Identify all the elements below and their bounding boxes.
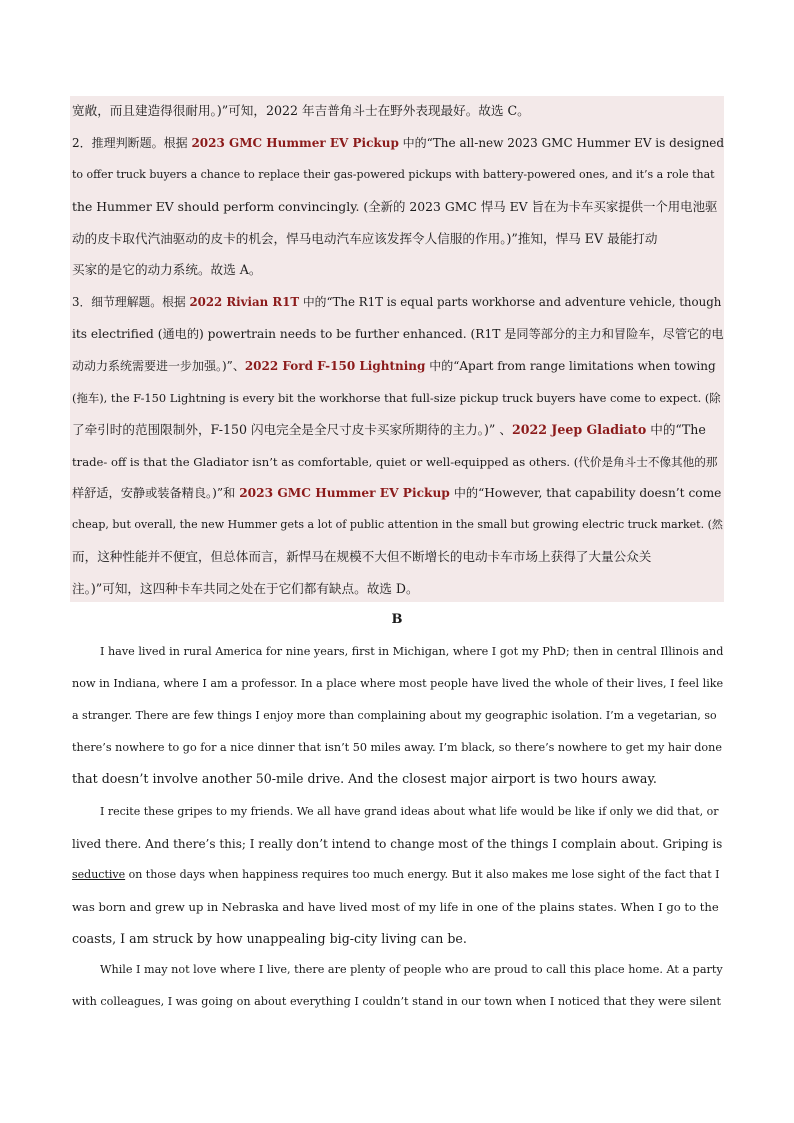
- highlighted-title: 2023 GMC Hummer EV Pickup: [239, 486, 450, 500]
- answer-line-9: [72, 358, 716, 374]
- passage-line-1: [100, 644, 723, 660]
- text-run: 2．推理判断题。根据: [72, 136, 192, 150]
- answer-line-4: [72, 199, 717, 215]
- highlighted-title: 2022 Ford F-150 Lightning: [244, 359, 426, 373]
- text-run: 了牵引时的范围限制外，F-150 闪电完全是全尺寸皮卡买家所期待的主力。)” 、: [72, 422, 512, 437]
- passage-line-12: [72, 994, 721, 1010]
- text-run: with colleagues, I was going on about everything I couldn’t stand in our town when I noticed that they were silent: [72, 995, 722, 1008]
- text-run: 宽敞，而且建造得很耐用。)”可知，2022 年吉普角斗士在野外表现最好。故选 C。: [72, 103, 530, 118]
- text-run: 中的“Apart from range limitations when towing: [425, 359, 716, 373]
- text-run: I have lived in rural America for nine years, first in Michigan, where I got my PhD; then in central Illinois and: [100, 645, 724, 658]
- text-run: 3．细节理解题。根据: [72, 295, 190, 309]
- answer-line-2: [72, 135, 724, 151]
- text-run: there’s nowhere to go for a nice dinner that isn’t 50 miles away. I’m black, so there’s nowhere to get my hair done: [72, 741, 722, 754]
- text-run: a stranger. There are few things I enjoy more than complaining about my geographic isolation. I’m a vegetarian, so: [72, 709, 717, 722]
- text-run: 而，这种性能并不便宜，但总体而言，新悍马在规模不大但不断增长的电动卡车市场上获得了大量公众关: [72, 549, 652, 564]
- text-run: I recite these gripes to my friends. We all have grand ideas about what life would be like if only we did that, or: [100, 805, 719, 818]
- text-run: now in Indiana, where I am a professor. In a place where most people have lived the whole of their lives, I feel like: [72, 677, 724, 690]
- section-label: B: [391, 612, 403, 627]
- answer-line-8: [72, 326, 724, 342]
- answer-line-3: [72, 167, 715, 183]
- text-run: 中的“The: [646, 422, 706, 437]
- answer-line-5: [72, 231, 657, 247]
- passage-line-2: [72, 676, 723, 692]
- answer-line-13: [72, 485, 721, 501]
- answer-line-7: [72, 294, 721, 310]
- text-run: the Hummer EV should perform convincingly. (全新的 2023 GMC 悍马 EV 旨在为卡车买家提供一个用电池驱: [72, 199, 718, 214]
- answer-line-16: [72, 581, 419, 597]
- text-run: 中的“The R1T is equal parts workhorse and adventure vehicle, though: [299, 295, 722, 309]
- text-run: lived there. And there’s this; I really don’t intend to change most of the things I complain about. Griping is: [72, 837, 723, 851]
- answer-line-10: [72, 390, 721, 406]
- text-run: 中的“The all-new 2023 GMC Hummer EV is designed: [398, 136, 725, 150]
- passage-line-9: [72, 899, 719, 915]
- text-run: 动的皮卡取代汽油驱动的皮卡的机会，悍马电动汽车应该发挥令人信服的作用。)”推知，悍马 EV 最能打动: [72, 231, 658, 246]
- text-run: 动动力系统需要进一步加强。)”、: [72, 359, 245, 373]
- text-run: (拖车), the F-150 Lightning is every bit the workhorse that full-size pickup truck buyers have come to expect. (除: [72, 391, 721, 405]
- text-run: 中的“However, that capability doesn’t come: [449, 486, 722, 500]
- text-run: coasts, I am struck by how unappealing big-city living can be.: [72, 931, 467, 946]
- passage-line-3: [72, 708, 717, 724]
- passage-line-5: [72, 771, 657, 787]
- text-run: cheap, but overall, the new Hummer gets a lot of public attention in the small but growing electric truck market. (然: [72, 518, 723, 531]
- passage-line-10: [72, 931, 467, 947]
- highlighted-title: 2023 GMC Hummer EV Pickup: [191, 136, 399, 150]
- passage-line-4: [72, 740, 722, 756]
- text-run: that doesn’t involve another 50-mile drive. And the closest major airport is two hours away.: [72, 771, 657, 786]
- answer-line-1: [72, 103, 530, 119]
- answer-line-11: [72, 422, 706, 438]
- text-run: 样舒适，安静或装备精良。)”和: [72, 486, 240, 500]
- passage-line-11: [100, 962, 723, 978]
- text-run: trade- off is that the Gladiator isn’t as comfortable, quiet or well-equipped as others. (代价是角斗士不像其他的那: [72, 455, 718, 469]
- text-run: to offer truck buyers a chance to replace their gas-powered pickups with battery-powered ones, and it’s a role that: [72, 168, 715, 181]
- text-run: 买家的是它的动力系统。故选 A。: [72, 262, 262, 277]
- text-run: was born and grew up in Nebraska and have lived most of my life in one of the plains states. When I go to the: [72, 900, 719, 914]
- underlined-word: seductive: [72, 868, 126, 881]
- answer-line-12: [72, 454, 717, 470]
- text-run: its electrified (通电的) powertrain needs to be further enhanced. (R1T 是同等部分的主力和冒险车，尽管它的电: [72, 327, 724, 341]
- passage-line-7: [72, 836, 722, 852]
- highlighted-title: 2022 Jeep Gladiato: [511, 422, 647, 437]
- answer-line-14: [72, 517, 723, 533]
- passage-line-8: [72, 867, 720, 883]
- highlighted-title: 2022 Rivian R1T: [189, 295, 300, 309]
- answer-line-6: [72, 262, 261, 278]
- answer-line-15: [72, 549, 651, 565]
- text-run: 注。)”可知，这四种卡车共同之处在于它们都有缺点。故选 D。: [72, 581, 419, 596]
- text-run: While I may not love where I live, there are plenty of people who are proud to call this place home. At a party: [100, 963, 723, 976]
- passage-line-6: [100, 804, 718, 820]
- text-run: on those days when happiness requires too much energy. But it also makes me lose sight of the fact that I: [125, 868, 720, 881]
